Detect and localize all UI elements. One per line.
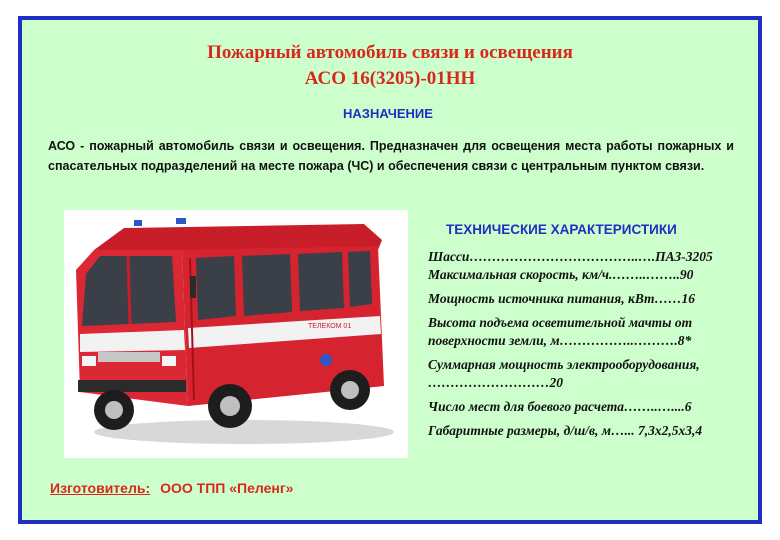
page-title: Пожарный автомобиль связи и освещения: [207, 42, 573, 63]
spec-item-power: Мощность источника питания, кВт……16: [428, 291, 696, 306]
specs-heading: ТЕХНИЧЕСКИЕ ХАРАКТЕРИСТИКИ: [446, 222, 677, 237]
purpose-text: АСО - пожарный автомобиль связи и освещения. Предназначен для освещения места работы пожарных и спасательных подразделений на месте пожара (ЧС) и обеспечения связи с центральным пунктом связи.: [48, 139, 734, 173]
manufacturer-label: Изготовитель:: [50, 480, 151, 496]
spec-item-mast-height: Высота подъема осветительной мачты от поверхности земли, м……………..……….8*: [428, 315, 693, 348]
spec-item-max-speed: Максимальная скорость, км/ч.……..……..90: [428, 267, 694, 282]
fire-truck-illustration: [64, 210, 408, 458]
spec-item-chassis: Шасси………………………………..….ПАЗ-3205: [428, 249, 713, 264]
fire-truck-photo: [64, 210, 408, 458]
slide-frame: [18, 16, 762, 524]
spec-item-crew-seats: Число мест для боевого расчета……..…....6: [428, 399, 692, 414]
purpose-heading: НАЗНАЧЕНИЕ: [343, 106, 433, 121]
specs-list: [428, 248, 762, 446]
page-subtitle: АСО 16(3205)-01НН: [304, 68, 476, 89]
spec-item-dimensions: Габаритные размеры, д/ш/в, м…... 7,3х2,5х3,4: [428, 423, 703, 438]
manufacturer-value: ООО ТПП «Пеленг»: [160, 480, 294, 496]
truck-side-label: ТЕЛЕКОМ 01: [308, 323, 352, 330]
manufacturer: [50, 480, 293, 496]
spec-item-total-power: Суммарная мощность электрооборудования, ………………………20: [428, 357, 700, 390]
